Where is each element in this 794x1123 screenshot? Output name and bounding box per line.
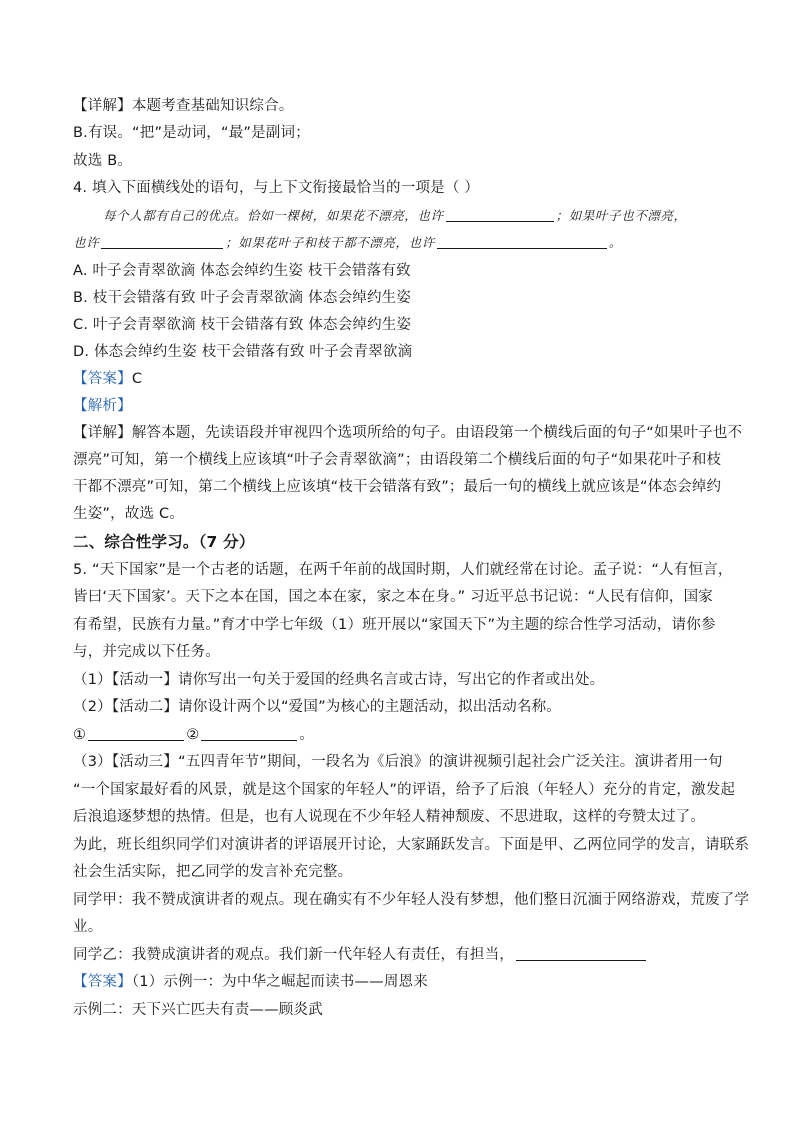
answer5-line1	[73, 972, 723, 992]
passage-text: ；如果花叶子和枝干都不漂亮，也许	[225, 235, 435, 250]
q5-line1: 5. “天下国家”是一个古老的话题，在两千年前的战国时期，人们就经常在讨论。孟子说：“人有恒言，	[73, 562, 733, 578]
period: 。	[299, 727, 315, 743]
activity-blank-2[interactable]	[201, 726, 297, 741]
answer-blank-1[interactable]	[446, 207, 554, 222]
answer5-text: （1）示例一：为中华之崛起而读书——周恩来	[131, 974, 428, 990]
answer-label: 【答案】	[73, 371, 132, 387]
detail-label: 【详解】	[73, 98, 132, 114]
option-b: B. 枝干会错落有致 叶子会青翠欲滴 体态会绰约生姿	[73, 290, 412, 306]
activity-1: （1）【活动一】请你写出一句关于爱国的经典名言或古诗，写出它的作者或出处。	[73, 672, 605, 688]
q5-line4: 与，并完成以下任务。	[73, 644, 220, 660]
q4-detail-line4: 生姿”，故选 C。	[73, 506, 185, 522]
q4-stem: 4. 填入下面横线处的语句，与上下文衔接最恰当的一项是（ ）	[73, 180, 480, 196]
activity-blank-1[interactable]	[88, 726, 184, 741]
student-yi-blank[interactable]	[516, 946, 646, 961]
answer-blank-2[interactable]	[101, 234, 223, 249]
passage-text: ；如果叶子也不漂亮，	[555, 208, 687, 223]
answer-value: C	[131, 371, 143, 387]
circle-2: ②	[186, 727, 200, 743]
q4-passage-line2	[73, 233, 723, 253]
option-c: C. 叶子会青翠欲滴 枝干会错落有致 体态会绰约生姿	[73, 317, 412, 333]
detail-text: 解答本题，先读语段并审视四个选项所给的句子。由语段第一个横线后面的句子“如果叶子也不	[131, 425, 743, 441]
q5-line3: 有希望，民族有力量。”育才中学七年级（1）班开展以“家国天下”为主题的综合性学习活动，请你参	[73, 617, 716, 633]
section-2-title: 二、综合性学习。（7 分）	[73, 533, 255, 551]
q4-detail-label: 【详解】	[73, 425, 132, 441]
student-jia-line1: 同学甲：我不赞成演讲者的观点。现在确实有不少年轻人没有梦想，他们整日沉湎于网络游戏，荒废了学	[73, 892, 750, 908]
activity-2: （2）【活动二】请你设计两个以“爱国”为核心的主题活动，拟出活动名称。	[73, 699, 561, 715]
activity-3-line1: （3）【活动三】“五四青年节”期间，一段名为《后浪》的演讲视频引起社会广泛关注。演讲者用一句	[73, 754, 723, 770]
passage-text: 。	[608, 235, 622, 250]
answer-line	[73, 369, 723, 389]
activity-3-line2: “一个国家最好看的风景，就是这个国家的年轻人”的评语，给予了后浪（年轻人）充分的肯定，激发起	[73, 782, 736, 798]
answer-blank-3[interactable]	[437, 234, 607, 249]
q4-detail-line3: 干都不漂亮”可知，第二个横线上应该填“枝干会错落有致”；最后一句的横线上就应该是“体态会绰约	[73, 479, 722, 495]
option-d: D. 体态会绰约生姿 枝干会错落有致 叶子会青翠欲滴	[73, 344, 413, 360]
activity-3-line3: 后浪追逐梦想的热情。但是，也有人说现在不少年轻人精神颓废、不思进取，这样的夸赞太过了。	[73, 809, 706, 825]
passage-text: 每个人都有自己的优点。恰如一棵树，如果花不漂亮，也许	[103, 208, 444, 223]
answer5-line2: 示例二：天下兴亡匹夫有责——顾炎武	[73, 1002, 323, 1018]
student-yi-text: 同学乙：我赞成演讲者的观点。我们新一代年轻人有责任，有担当，	[73, 947, 514, 963]
detail-text: 本题考查基础知识综合。	[131, 98, 294, 114]
option-a: A. 叶子会青翠欲滴 体态会绰约生姿 枝干会错落有致	[73, 263, 411, 279]
q4-detail-line1	[73, 423, 743, 443]
passage-text: 也许	[73, 235, 100, 250]
activity-3-line5: 社会生活实际，把乙同学的发言补充完整。	[73, 864, 353, 880]
activity-2-blanks	[73, 725, 723, 745]
b-wrong-line: B.有误。“把”是动词，“最”是副词；	[73, 125, 310, 141]
student-jia-line2: 业。	[73, 919, 103, 935]
student-yi-line	[73, 945, 723, 965]
q4-detail-line2: 漂亮”可知，第一个横线上应该填“叶子会青翠欲滴”；由语段第二个横线后面的句子“如果花叶子和枝	[73, 452, 722, 468]
choose-b-line: 故选 B。	[73, 153, 133, 169]
q5-line2: 皆曰‘天下国家’。天下之本在国，国之本在家，家之本在身。” 习近平总书记说：“人民有信仰，国家	[73, 589, 713, 605]
answer5-label: 【答案】	[73, 974, 132, 990]
circle-1: ①	[73, 727, 87, 743]
detail-line	[73, 96, 723, 116]
q4-passage-line1	[103, 206, 723, 226]
analysis-label: 【解析】	[73, 398, 132, 414]
activity-3-line4: 为此，班长组织同学们对演讲者的评语展开讨论，大家踊跃发言。下面是甲、乙两位同学的发言，请联系	[73, 837, 750, 853]
